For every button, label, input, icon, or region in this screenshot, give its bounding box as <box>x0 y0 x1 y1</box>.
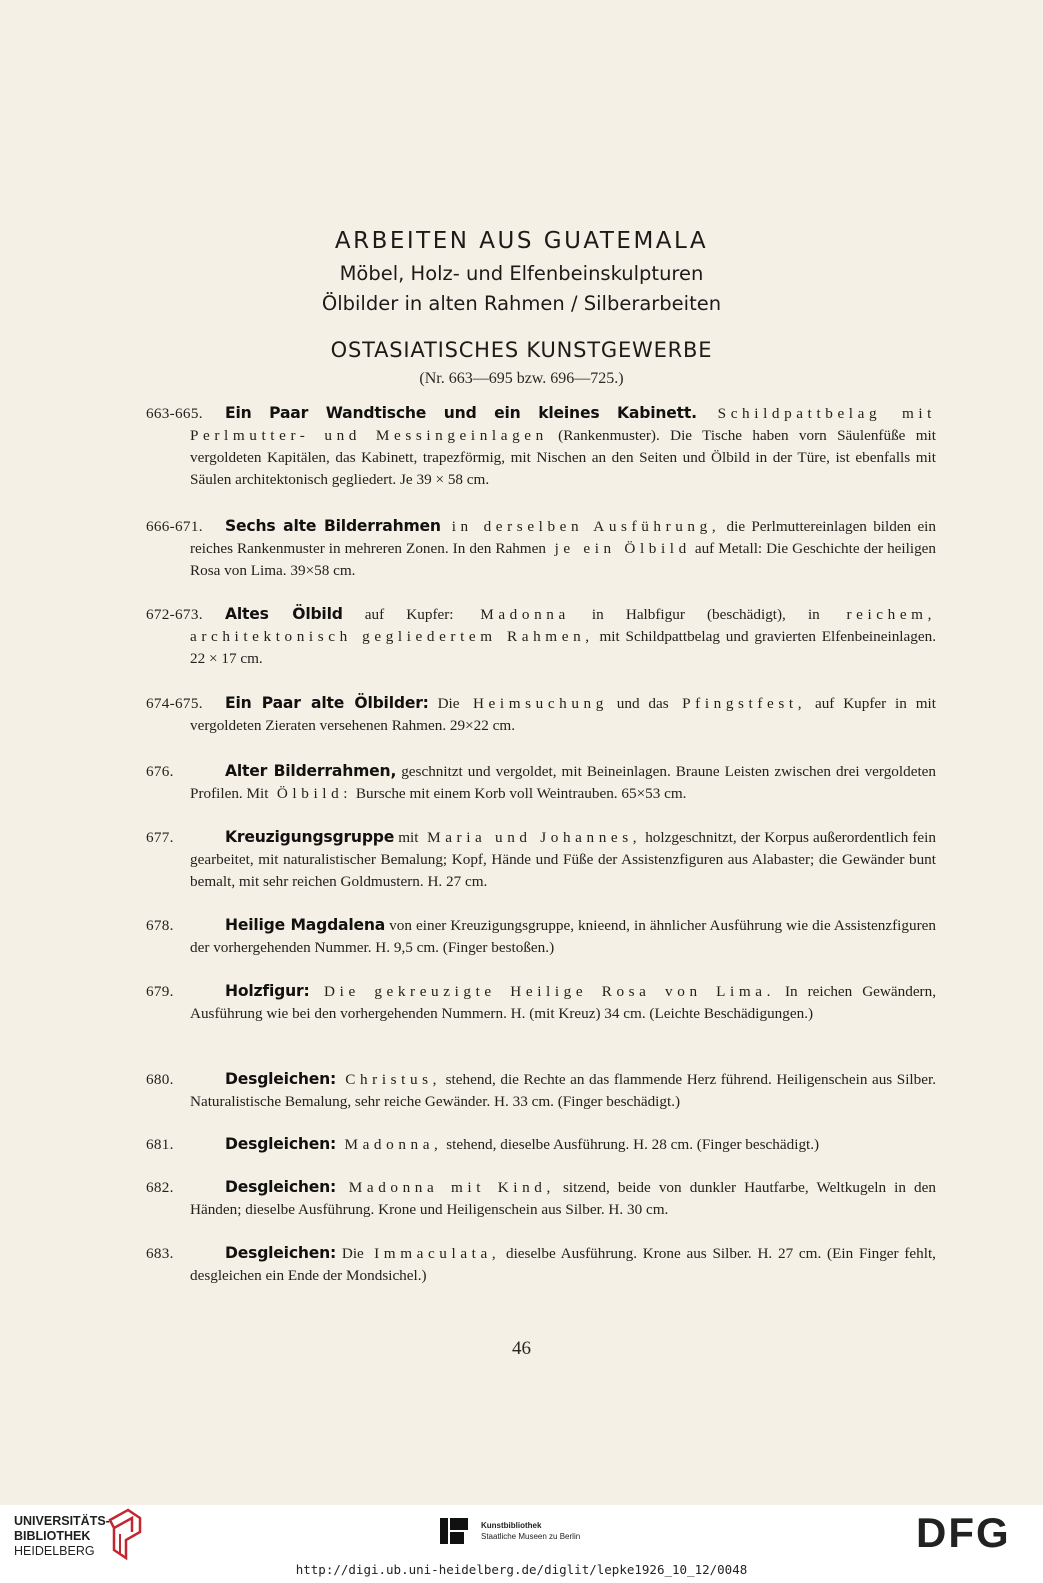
university-library-logo[interactable] <box>14 1514 110 1559</box>
heading-section: OSTASIATISCHES KUNSTGEWERBE <box>330 338 713 362</box>
entry-title: Desgleichen: <box>225 1178 337 1196</box>
entry-text: in Halbfigur (beschädigt), in <box>569 606 820 623</box>
entry-text: und das <box>607 695 669 712</box>
entry-number: 666-671. <box>146 518 203 535</box>
entry-title: Alter Bilderrahmen, <box>225 762 397 780</box>
entry-text: sitzend, beide von dunkler Hautfarbe, Weltkugeln in den Händen; dieselbe Ausführung. Krone und Heiligenschein aus Silber. H. 30 cm. <box>190 1179 936 1218</box>
entry-number: 680. <box>146 1071 174 1088</box>
entry-text: von einer Kreuzigungsgruppe, knieend, in ähnlicher Ausführung wie die Assistenzfiguren der vorhergehenden Nummer. H. 9,5 cm. (Finger bestoßen.) <box>190 917 936 956</box>
entry-text: geschnitzt und vergoldet, mit Beineinlagen. Braune Leisten zwischen drei vergoldeten Profilen. Mit <box>190 763 936 802</box>
entry-number: 672-673. <box>146 606 203 623</box>
entry-title: Desgleichen: <box>225 1244 337 1262</box>
entry-text: auf Metall: Die Geschichte der heiligen Rosa von Lima. 39×58 cm. <box>190 540 936 579</box>
entry-text: auf Kupfer in mit vergoldeten Zieraten versehenen Rahmen. 29×22 cm. <box>190 695 936 734</box>
logo-text-line: HEIDELBERG <box>14 1544 95 1558</box>
entry-title: Ein Paar alte Ölbilder: <box>225 694 429 712</box>
entry-title: Sechs alte Bilderrahmen <box>225 517 441 535</box>
page-number: 46 <box>512 1338 531 1359</box>
catalog-entry <box>146 692 936 737</box>
museum-subtitle: Staatliche Museen zu Berlin <box>481 1532 581 1541</box>
entry-spaced-text: Immaculata, <box>363 1245 501 1262</box>
catalog-entry <box>146 760 936 805</box>
catalog-entry <box>146 980 936 1025</box>
entry-spaced-text: Pfingstfest, <box>668 695 807 712</box>
entry-title: Ein Paar Wandtische und ein kleines Kabinett. <box>225 404 697 422</box>
catalog-entry <box>146 1176 936 1221</box>
entry-text: (Rankenmuster). Die Tische haben vorn Säulenfüße mit vergoldeten Kapitälen, das Kabinett, trapezförmig, mit Nischen an den Seiten und Ölbild in der Türe, ist ebenfalls mit Säulen architektonisch gegliedert. Je 39 × 58 cm. <box>190 427 936 488</box>
dfg-logo[interactable]: DFG <box>916 1509 1011 1556</box>
entry-spaced-text: in derselben Ausführung, <box>440 518 721 535</box>
entry-text: stehend, dieselbe Ausführung. H. 28 cm. (Finger beschädigt.) <box>442 1136 820 1153</box>
entry-spaced-text: Heimsuchung <box>459 695 608 712</box>
museum-logo-icon <box>440 1518 474 1544</box>
catalog-entry <box>146 1242 936 1287</box>
catalog-entry <box>146 826 936 893</box>
entry-text: mit <box>394 829 419 846</box>
heading-title: ARBEITEN AUS GUATEMALA <box>334 228 709 254</box>
entry-spaced-text: Die gekreuzigte Heilige Rosa von Lima. <box>309 983 776 1000</box>
catalog-entry <box>146 515 936 582</box>
entry-number: 674-675. <box>146 695 203 712</box>
entry-number: 677. <box>146 829 174 846</box>
entry-number: 663-665. <box>146 405 203 422</box>
entry-spaced-text: reichem, architektonisch gegliedertem Rahmen, <box>190 606 936 645</box>
entry-text: In reichen Gewändern, Ausführung wie bei den vorhergehenden Nummern. H. (mit Kreuz) 34 cm. (Leichte Beschädigungen.) <box>190 983 937 1022</box>
entry-spaced-text: je ein Ölbild <box>545 540 691 557</box>
entry-number: 679. <box>146 983 174 1000</box>
library-mark-icon <box>104 1508 144 1560</box>
permalink-url[interactable]: http://digi.ub.uni-heidelberg.de/diglit/lepke1926_10_12/0048 <box>295 1562 748 1577</box>
entry-text: mit Schildpattbelag und gravierten Elfenbeineinlagen. 22 × 17 cm. <box>190 628 936 667</box>
entry-text: Die <box>428 695 460 712</box>
entry-title: Heilige Magdalena <box>225 916 386 934</box>
entry-text: auf Kupfer: <box>342 606 454 623</box>
entry-spaced-text: Madonna mit Kind, <box>336 1179 555 1196</box>
catalog-entry <box>146 1133 936 1156</box>
entry-text: Die <box>336 1245 364 1262</box>
entry-number: 683. <box>146 1245 174 1262</box>
entry-title: Kreuzigungsgruppe <box>225 828 395 846</box>
heading-subtitle-2: Ölbilder in alten Rahmen / Silberarbeiten <box>321 292 722 315</box>
entry-number: 682. <box>146 1179 174 1196</box>
museum-name: Kunstbibliothek <box>481 1521 542 1530</box>
entry-text: stehend, die Rechte an das flammende Herz führend. Heiligenschein aus Silber. Naturalistische Bemalung, sehr reiche Gewänder. H. 33 cm. (Finger beschädigt.) <box>190 1071 936 1110</box>
entry-spaced-text: Christus, <box>336 1071 442 1088</box>
entry-number: 676. <box>146 763 174 780</box>
entry-title: Altes Ölbild <box>225 605 343 623</box>
entry-text: Bursche mit einem Korb voll Weintrauben. 65×53 cm. <box>352 785 687 802</box>
logo-text-line: BIBLIOTHEK <box>14 1529 91 1543</box>
heading-range: (Nr. 663—695 bzw. 696—725.) <box>419 370 624 387</box>
catalog-entry <box>146 402 936 491</box>
entry-number: 678. <box>146 917 174 934</box>
catalog-entry <box>146 914 936 959</box>
museum-logo-text[interactable] <box>481 1520 580 1542</box>
entry-title: Desgleichen: <box>225 1135 337 1153</box>
entry-text: holzgeschnitzt, der Korpus außerordentlich fein gearbeitet, mit naturalistischer Bemalung; Kopf, Hände und Füße der Assistenzfiguren aus Alabaster; die Gewänder bunt bemalt, mit sehr reichen Goldmustern. H. 27 cm. <box>190 829 936 890</box>
entry-spaced-text: Maria und Johannes, <box>418 829 642 846</box>
catalog-entry <box>146 603 936 670</box>
logo-text-line: UNIVERSITÄTS- <box>14 1514 110 1528</box>
entry-title: Desgleichen: <box>225 1070 337 1088</box>
entry-text: die Perlmuttereinlagen bilden ein reiches Rankenmuster in mehreren Zonen. In den Rahmen <box>190 518 936 557</box>
catalog-entry <box>146 1068 936 1113</box>
entry-text: dieselbe Ausführung. Krone aus Silber. H. 27 cm. (Ein Finger fehlt, desgleichen ein Ende der Mondsichel.) <box>190 1245 936 1284</box>
entry-spaced-text: Madonna, <box>336 1136 443 1153</box>
entry-spaced-text: Ölbild: <box>268 785 353 802</box>
entry-number: 681. <box>146 1136 174 1153</box>
entry-spaced-text: Madonna <box>453 606 570 623</box>
entry-spaced-text: Schildpattbelag mit Perlmutter- und Messingeinlagen <box>190 405 936 444</box>
entry-title: Holzfigur: <box>225 982 310 1000</box>
heading-subtitle-1: Möbel, Holz- und Elfenbeinskulpturen <box>339 262 704 285</box>
